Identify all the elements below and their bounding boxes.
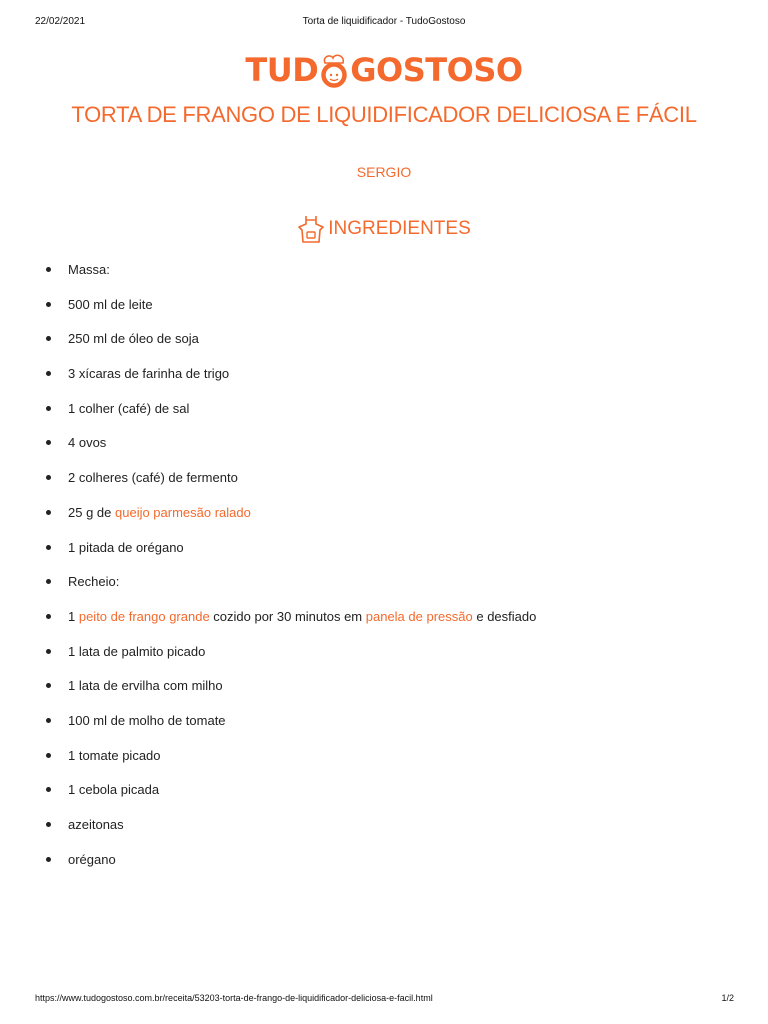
- ingredient-text: 1 lata de ervilha com milho: [68, 678, 223, 694]
- logo-text-left: TUD: [245, 51, 319, 89]
- bullet-icon: [46, 406, 51, 411]
- bullet-icon: [46, 545, 51, 550]
- ingredient-item: [0, 498, 768, 533]
- ingredient-item: [0, 671, 768, 706]
- ingredient-text: Recheio:: [68, 574, 120, 590]
- recipe-title: TORTA DE FRANGO DE LIQUIDIFICADOR DELICIOSA E FÁCIL: [71, 102, 697, 127]
- ingredient-text: 500 ml de leite: [68, 296, 153, 312]
- bullet-icon: [46, 336, 51, 341]
- ingredient-item: [0, 637, 768, 672]
- ingredient-text: 1 colher (café) de sal: [68, 400, 190, 416]
- site-logo[interactable]: [0, 48, 768, 90]
- ingredient-item: [0, 706, 768, 741]
- ingredient-text: orégano: [68, 851, 116, 867]
- bullet-icon: [46, 302, 51, 307]
- ingredient-link[interactable]: panela de pressão: [365, 608, 473, 624]
- print-url[interactable]: https://www.tudogostoso.com.br/receita/53203-torta-de-frango-de-liquidificador-deliciosa-e-facil.html: [35, 993, 433, 1003]
- bullet-icon: [46, 579, 51, 584]
- chef-hat-icon: [319, 52, 349, 88]
- ingredient-text: 4 ovos: [68, 435, 107, 451]
- ingredients-heading-text: INGREDIENTES: [328, 218, 471, 239]
- ingredient-text: e desfiado: [472, 608, 537, 624]
- ingredient-item: [0, 359, 768, 394]
- recipe-author[interactable]: SERGIO: [356, 164, 412, 180]
- bullet-icon: [46, 267, 51, 272]
- ingredient-item: [0, 741, 768, 776]
- ingredient-text: 3 xícaras de farinha de trigo: [68, 366, 230, 382]
- ingredient-link[interactable]: queijo parmesão ralado: [115, 504, 251, 520]
- ingredient-text: 2 colheres (café) de fermento: [68, 470, 238, 486]
- bullet-icon: [46, 753, 51, 758]
- bullet-icon: [46, 614, 51, 619]
- ingredient-item: [0, 775, 768, 810]
- print-page-title: Torta de liquidificador - TudoGostoso: [302, 16, 466, 27]
- ingredient-item: [0, 428, 768, 463]
- ingredient-link[interactable]: peito de frango grande: [78, 608, 210, 624]
- bullet-icon: [46, 510, 51, 515]
- ingredient-item: [0, 463, 768, 498]
- ingredient-item: [0, 602, 768, 637]
- ingredient-item: [0, 810, 768, 845]
- ingredient-text: 250 ml de óleo de soja: [68, 331, 199, 347]
- ingredient-text: 1 pitada de orégano: [68, 539, 184, 555]
- bullet-icon: [46, 822, 51, 827]
- print-header: [0, 16, 768, 32]
- print-footer: [0, 993, 768, 1009]
- ingredients-heading: [0, 214, 768, 244]
- apron-icon: [297, 214, 325, 244]
- logo-text-right: GOSTOSO: [350, 51, 523, 89]
- ingredient-item: [0, 290, 768, 325]
- ingredient-text: azeitonas: [68, 817, 124, 832]
- ingredient-text: 1 tomate picado: [68, 747, 161, 763]
- bullet-icon: [46, 857, 51, 862]
- bullet-icon: [46, 475, 51, 480]
- page-number: 1/2: [721, 993, 734, 1003]
- bullet-icon: [46, 649, 51, 654]
- ingredient-text: 25 g de: [68, 504, 115, 520]
- bullet-icon: [46, 787, 51, 792]
- bullet-icon: [46, 683, 51, 688]
- bullet-icon: [46, 440, 51, 445]
- ingredient-list: [0, 255, 768, 879]
- bullet-icon: [46, 371, 51, 376]
- ingredient-text: 100 ml de molho de tomate: [68, 712, 226, 728]
- ingredient-item: [0, 255, 768, 290]
- print-date: 22/02/2021: [35, 16, 86, 27]
- ingredient-item: [0, 324, 768, 359]
- ingredient-item: [0, 567, 768, 602]
- ingredient-text: 1 lata de palmito picado: [68, 643, 206, 659]
- bullet-icon: [46, 718, 51, 723]
- ingredient-item: [0, 845, 768, 880]
- ingredient-item: [0, 394, 768, 429]
- ingredient-text: 1 cebola picada: [68, 782, 160, 798]
- ingredient-text: cozido por 30 minutos em: [209, 608, 366, 624]
- ingredient-text: Massa:: [68, 262, 110, 277]
- ingredient-item: [0, 533, 768, 568]
- ingredient-text: 1: [68, 608, 79, 624]
